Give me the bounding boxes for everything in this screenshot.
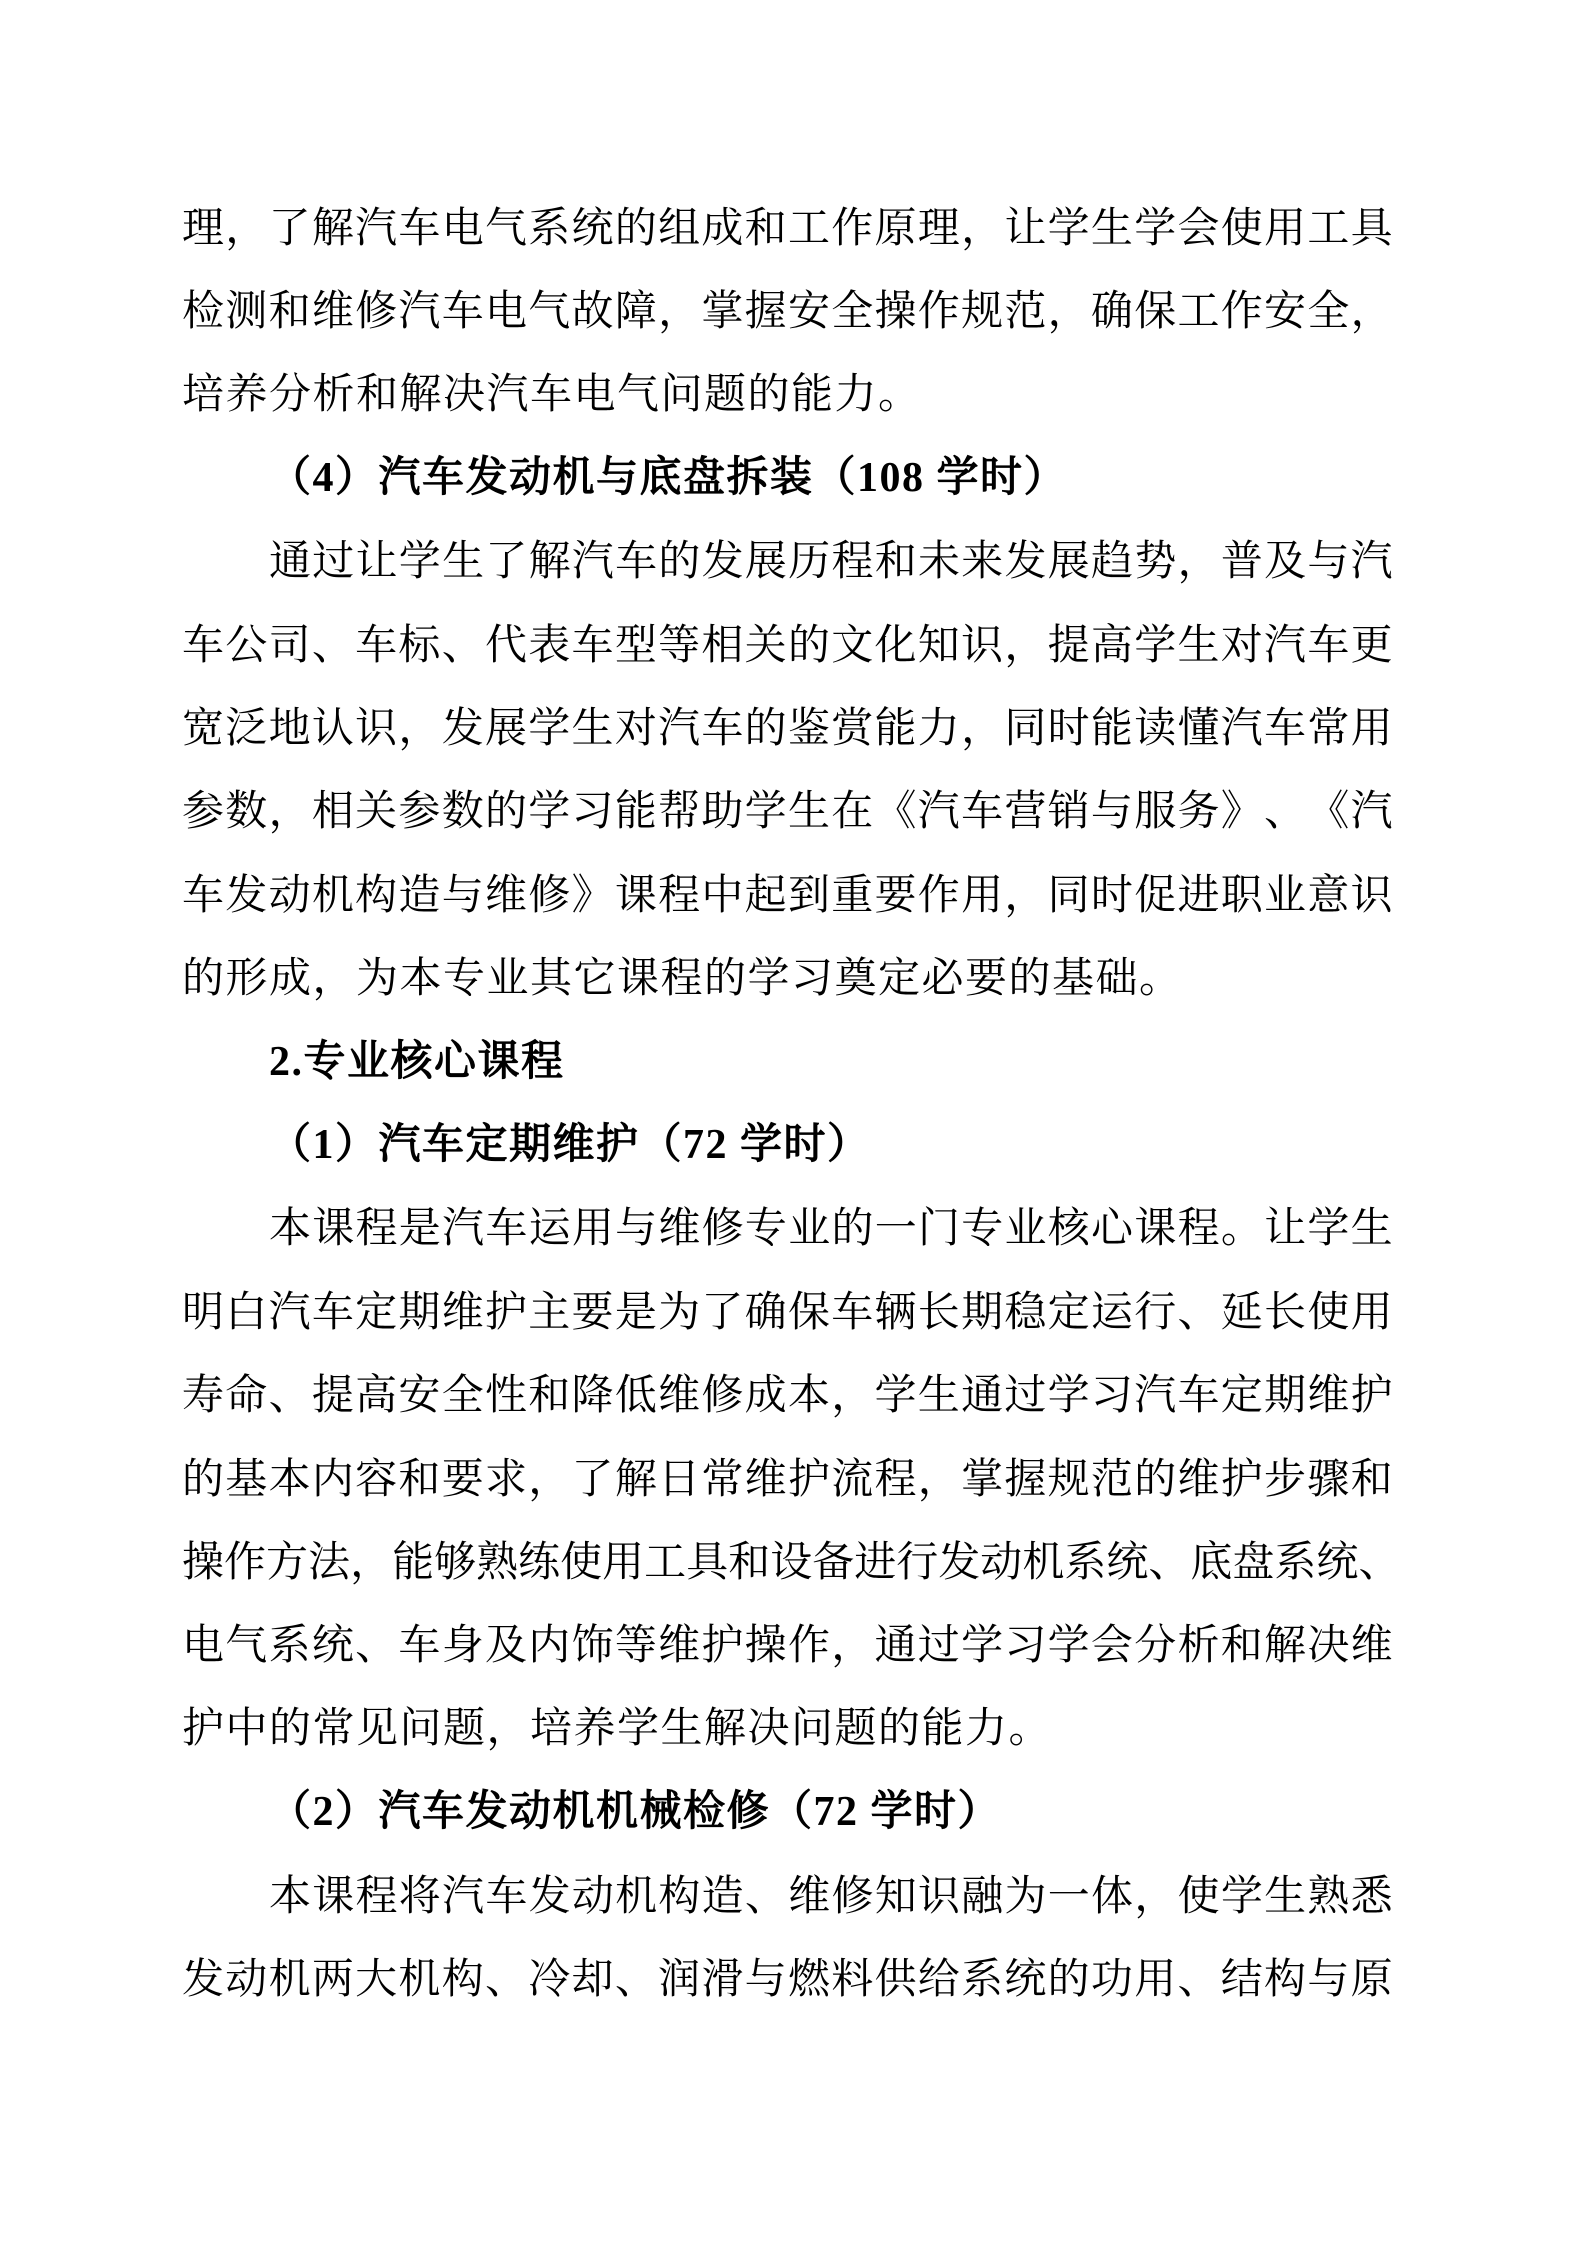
- text-line: 护中的常见问题，培养学生解决问题的能力。: [182, 1706, 1053, 1753]
- text-line: 操 作 方 法 ， 能 够 熟 练 使 用 工 具 和 设 备 进 行 发 动 机 系 统 、 底 盘 系 统 、: [182, 1539, 1401, 1586]
- text-line: 寿 命 、 提 高 安 全 性 和 降 低 维 修 成 本 ， 学 生 通 过 学 习 汽 车 定 期 维 护: [182, 1373, 1393, 1420]
- text-line: 明 白 汽 车 定 期 维 护 主 要 是 为 了 确 保 车 辆 长 期 稳 定 运 行 、 延 长 使 用: [182, 1289, 1393, 1336]
- text-line: 本 课 程 是 汽 车 运 用 与 维 修 专 业 的 一 门 专 业 核 心 课 程 。 让 学 生: [269, 1206, 1393, 1253]
- heading-line: 2.专业核心课程: [269, 1038, 565, 1085]
- text-line: 检 测 和 维 修 汽 车 电 气 故 障 ， 掌 握 安 全 操 作 规 范 ， 确 保 工 作 安 全 ，: [182, 289, 1393, 336]
- text-line: 培养分析和解决汽车电气问题的能力。: [182, 371, 922, 418]
- text-line: 理 ， 了 解 汽 车 电 气 系 统 的 组 成 和 工 作 原 理 ， 让 学 生 学 会 使 用 工 具: [182, 205, 1393, 252]
- text-line: 本 课 程 将 汽 车 发 动 机 构 造 、 维 修 知 识 融 为 一 体 ， 使 学 生 熟 悉: [269, 1873, 1393, 1920]
- text-line: 的 基 本 内 容 和 要 求 ， 了 解 日 常 维 护 流 程 ， 掌 握 规 范 的 维 护 步 骤 和: [182, 1456, 1393, 1503]
- text-line: 的形成，为本专业其它课程的学习奠定必要的基础。: [182, 955, 1183, 1002]
- text-line: 电 气 系 统 、 车 身 及 内 饰 等 维 护 操 作 ， 通 过 学 习 学 会 分 析 和 解 决 维: [182, 1623, 1393, 1670]
- heading-line: （4）汽车发动机与底盘拆装（108 学时）: [269, 455, 1068, 502]
- heading-line: （2）汽车发动机机械检修（72 学时）: [269, 1789, 1002, 1836]
- text-line: 车 发 动 机 构 造 与 维 修 》 课 程 中 起 到 重 要 作 用 ， 同 时 促 进 职 业 意 识: [182, 872, 1393, 919]
- text-line: 车 公 司 、 车 标 、 代 表 车 型 等 相 关 的 文 化 知 识 ， 提 高 学 生 对 汽 车 更: [182, 622, 1393, 669]
- text-line: 通 过 让 学 生 了 解 汽 车 的 发 展 历 程 和 未 来 发 展 趋 势 ， 普 及 与 汽: [269, 539, 1393, 586]
- text-line: 发 动 机 两 大 机 构 、 冷 却 、 润 滑 与 燃 料 供 给 系 统 的 功 用 、 结 构 与 原: [182, 1956, 1393, 2003]
- text-line: 宽 泛 地 认 识 ， 发 展 学 生 对 汽 车 的 鉴 赏 能 力 ， 同 时 能 读 懂 汽 车 常 用: [182, 706, 1393, 753]
- page-text-content: [182, 187, 1401, 2022]
- text-line: 参 数 ， 相 关 参 数 的 学 习 能 帮 助 学 生 在 《 汽 车 营 销 与 服 务 》 、 《 汽: [182, 789, 1393, 836]
- heading-line: （1）汽车定期维护（72 学时）: [269, 1122, 871, 1169]
